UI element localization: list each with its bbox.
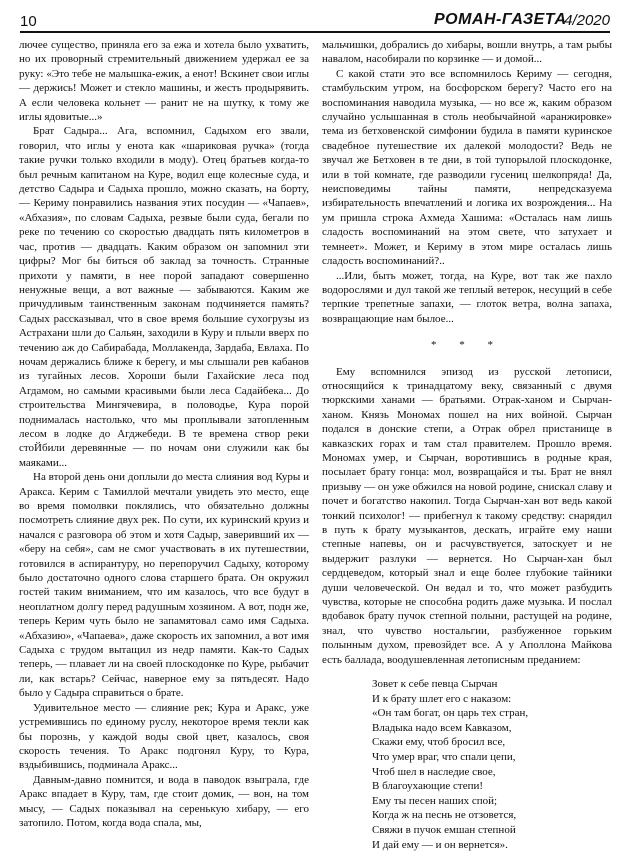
- poem-line: Зовет к себе певца Сырчан: [372, 678, 498, 691]
- poem-line: И дай ему — и он вернется».: [372, 838, 508, 851]
- magazine-title: РОМАН-ГАЗЕТА: [434, 11, 567, 28]
- poem-line: И к брату шлет его с наказом:: [372, 692, 512, 705]
- paragraph: С какой стати это все вспомнилось Кериму — сегодня, стамбульским утром, на босфорском берегу? Часто его на воспоминания наводила музыка, — но все ж, каким образом случайно услышанная в столь необычайной «аранжировке» тема из бетховенской симфонии будила в памяти куринское свадебное путешествие их далекой молодости? Ведь не звучал же Бетховен в те дни, в той тупорылой плоскодонке, или в той комнате, где разводили гусениц шелкопряда! Да, неисповедимы тайны памяти, непредсказуема избирательность впечатлений и логика их возрождения... На ум пришла строка Ахмеда Хашима: «Осталась нам лишь сладость воспоминаний на этом свете, что затухает и темнеет». Может, и Кериму в этом мире осталась лишь сладость воспоминаний?..: [322, 67, 612, 268]
- page-number: 10: [20, 13, 37, 30]
- header-rule: [20, 31, 610, 33]
- poem-line: «Он там богат, он царь тех стран,: [372, 707, 529, 720]
- paragraph: мальчишки, добрались до хибары, вошли внутрь, а там рыбы навалом, насобирали по корзинке — и домой...: [322, 39, 612, 66]
- poem-line: Скажи ему, чтоб бросил все,: [372, 736, 506, 749]
- poem-line: Владыка надо всем Кавказом,: [372, 721, 512, 734]
- poem-line: Когда ж на песнь не отзовется,: [372, 809, 517, 822]
- section-separator: * * *: [431, 339, 503, 352]
- poem-line: Чтоб шел в наследие свое,: [372, 765, 496, 778]
- poem-line: Что умер враг, что спали цепи,: [372, 751, 516, 764]
- poem-line: В благоухающие степи!: [372, 780, 484, 793]
- paragraph: На второй день они доплыли до места слияния вод Куры и Аракса. Керим с Тамиллой мечтали увидеть это место, еще во время помолвки поклялись, что обязательно должны посмотреть слияние двух рек. По сути, их куринский круиз и начался с разговора об этом и хотя Садыр, заверивший их — «беру на себя», сам не смог участвовать в их путешествии, готовился в аспирантуру, но перепоручил Садыху, которому было достаточно одного слова старшего брата. Он окружил гостей таким вниманием, что им казалось, что все будут в неоплатном долгу перед радушным хозяином. А вот, подн же, теперь Керим чуть было не запамятовал само имя Садыха. «Абхазию», «Чапаева», даже скорость их запомнил, а вот имя Садыха с трудом вытащил из недр памяти. Как-то Садых теперь, — плавает ли на своей плоскодонке по Куре, рыбачит ли, как встарь? Сейчас, наверное ему за пятьдесят. Надо было у Садыра справиться о брате.: [19, 471, 309, 700]
- poem-line: Ему ты песен наших спой;: [372, 794, 498, 807]
- paragraph: Ему вспомнился эпизод из русской летописи, относящийся к тринадцатому веку, связанный с двумя тюркскими ханами — братьями. Отрак-ханом и Сырчан-ханом. Князь Мономах пошел на них войной. Сырчан подался в донские степи, а Отрак обрел пристанище в кавказских горах и там стал правителем. Прошло время. Мономах умер, и Сырчан, воротившись в родные края, посылает брату гонца: мол, возвращайся и ты. Брат не внял призыву — он уже обжился на новой родине, снискал славу и почет и богатство накопил. Тогда Сырчан-хан вот ведь какой тонкий психолог! — прибегнул к такому средству: снарядил в путь к брату музыкантов, дескать, играйте ему наши степные напевы, он и расчувствуется, затоскует и не выдержит разлуки — вернется. Но Сырчан-хан был сердцеведом, который знал и еще более глубокие тайники души человеческой. Он ведал и то, что может разбудить чувства, которые не способна родить даже музыка. И послал вдобавок брату пучок степной полыни, растущей на родине, знал, что чувство ностальгии, разбуженное горьким полынным духом, превозйдет все. А у Аполлона Майкова есть баллада, воодушевленная летописным преданием:: [322, 365, 612, 666]
- poem-line: Свяжи в пучок емшан степной: [372, 824, 516, 836]
- issue-number: 4/2020: [564, 12, 610, 29]
- paragraph: Удивительное место — слияние рек; Кура и Аракс, уже устремившись по единому руслу, некоторое время текли как бы порознь, у каждой воды свой цвет, казалось, своя скорость течения. То Аракс подгонял Куру, то Кура, вздыбившись, подминала Аракс...: [19, 701, 309, 772]
- paragraph: Брат Садыра... Ага, вспомнил, Садыхом его звали, говорил, что иглы у енота как «шариковая ручка» (тогда такие ручки только входили в моду). Отец братьев когда-то был речным капитаном на Куре, водил еще колесные суда, и детство Садыра и Садыха прошло, можно сказать, на борту, — Кериму понравились названия этих посудин — «Чапаев», «Абхазия», по словам Садыха, резвые были суда, бегали по реке по течению со скоростью двадцать пять километров в час, против — двадцать. Каким образом он запомнил эти цифры? Мог бы биться об заклад за точность. Странные прихоти у памяти, в нее порой западают совершенно ненужные вещи, а вот важные — забываются. Каким же причудливым таинственным законам подчиняется память? Садых рассказывал, что в свое время большие сухогрузы из Астрахани шли до Сальян, заходили в Куру и плыли вверх по течению аж до Сабирабада, Моллакенда, Зардаба, Евлаха. По ночам держались ближе к берегу, и мы слышали рев кабанов из тугайных лесов. Хороши были Гахайские леса под Агдамом, но самыми красивыми были леса Садайбека... До строительства Мингячевира, в половодье, Кура порой поднималась настолько, что мы проплывали затопленным лесом в лодке до Агджебеди. В те времена створ реки стоЙбили деревянные — по ночам они служили как бы маяками...: [19, 125, 309, 469]
- left-column: [19, 38, 309, 830]
- paragraph: Давным-давно помнится, и вода в паводок взыграла, где Аракс впадает в Куру, там, где стоит домик, — вон, на том мысу, — Садых показывал на серенькую хибару, — его затопило. Потом, когда вода спала, мы,: [19, 773, 309, 829]
- poem-block: [372, 677, 612, 852]
- paragraph: лючее существо, приняла его за ежа и хотела было ухватить, но их проворный стремительный движением удержал ее за руку: «Это тебе не малышка-ежик, а енот! Вскинет свои иглы — держись! Может и стекло машины, и жесть продырявить. А если человека кольнет — ранит не на шутку, к тому же иглы ядовитые...»: [19, 39, 309, 124]
- right-column: [322, 38, 612, 852]
- paragraph: ...Или, быть может, тогда, на Куре, вот так же пахло водорослями и дул такой же теплый ветерок, несущий в себе терпкие трепетные запахи, — глоток ветра, волна запаха, возвращающие нам былое...: [322, 269, 612, 325]
